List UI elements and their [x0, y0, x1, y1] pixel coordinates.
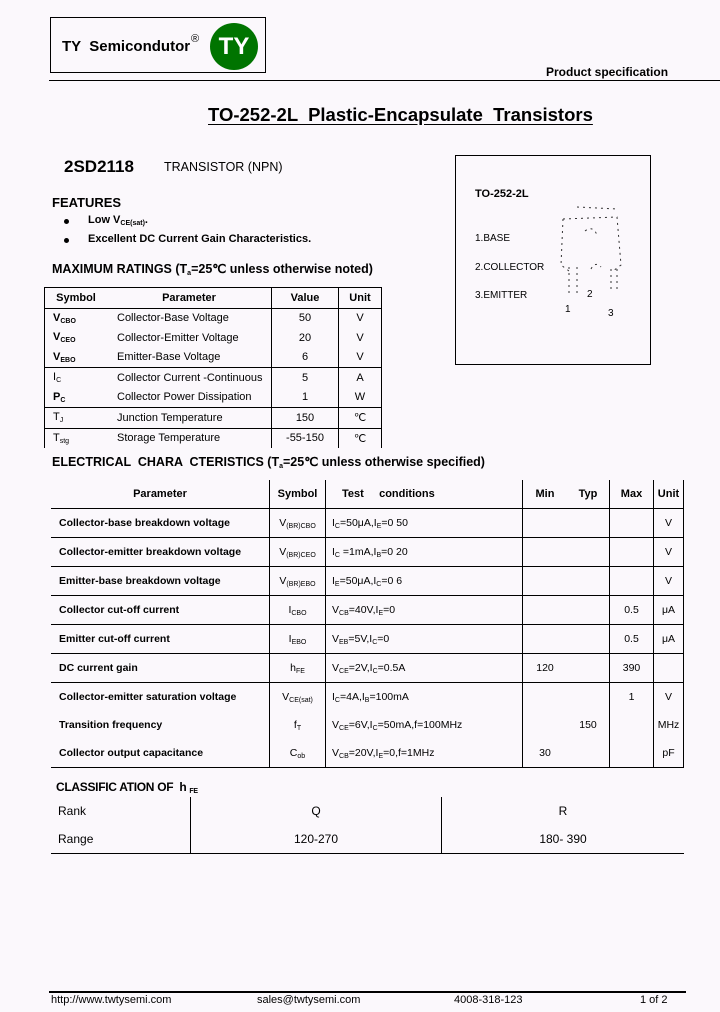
symbol-sub: (BR)CEO	[286, 551, 316, 559]
condition-sub: CB	[339, 752, 349, 760]
symbol-cell	[45, 308, 108, 328]
features-heading: FEATURES	[52, 195, 122, 210]
condition-text: V	[332, 718, 340, 731]
hfe-classification-table	[51, 797, 684, 854]
symbol: V	[53, 331, 61, 344]
symbol-cell	[45, 408, 108, 429]
condition-text: =0 50	[381, 516, 408, 529]
condition-text: =50μA,I	[339, 516, 377, 529]
table-row	[51, 567, 684, 596]
param-cell: Collector Current -Continuous	[117, 371, 263, 384]
table-row	[51, 625, 684, 654]
typ-cell	[567, 538, 610, 567]
param-cell: Collector-emitter saturation voltage	[59, 691, 237, 703]
classification-heading	[56, 780, 198, 795]
param-cell: Collector output capacitance	[59, 747, 204, 759]
param-cell: Transition frequency	[59, 719, 163, 731]
phone-number: 4008-318-123	[454, 994, 523, 1006]
page-title: TO-252-2L Plastic-Encapsulate Transistors	[208, 104, 593, 125]
heading-text: =25℃ unless otherwise noted)	[191, 262, 373, 276]
condition-text: =0 6	[381, 574, 403, 587]
symbol-cell	[45, 388, 108, 408]
feature-text: Low V	[88, 214, 121, 226]
table-row	[45, 408, 382, 429]
condition-sub: B	[376, 551, 382, 559]
symbol: I	[288, 632, 292, 645]
param-cell: Collector-Emitter Voltage	[117, 331, 239, 344]
condition-sub: CB	[339, 609, 349, 617]
condition-text: =0.5A	[377, 661, 406, 674]
col-header: Symbol	[270, 480, 326, 509]
condition-text: =6V,I	[348, 718, 373, 731]
condition-sub: CE	[339, 667, 349, 675]
condition-cell	[326, 509, 523, 538]
symbol-cell	[270, 625, 326, 654]
condition-text: =40V,I	[348, 603, 379, 616]
max-ratings-table	[44, 287, 382, 448]
feature-item: Excellent DC Current Gain Characteristics.	[88, 233, 312, 245]
unit-cell: V	[339, 308, 382, 328]
feature-sub: CE(sat)	[120, 220, 145, 227]
symbol-cell	[45, 328, 108, 348]
typ-cell	[567, 567, 610, 596]
symbol: C	[289, 746, 298, 759]
param-cell: Collector-base breakdown voltage	[59, 517, 230, 529]
value-cell: 1	[272, 388, 339, 408]
condition-text: V	[332, 661, 340, 674]
heading-text: ELECTRICAL CHARA CTERISTICS (T	[52, 455, 280, 469]
condition-sub: C	[334, 551, 340, 559]
col-header: Unit	[339, 288, 382, 309]
symbol-sub: C	[60, 396, 66, 404]
unit-cell: V	[654, 567, 684, 596]
table-row	[45, 328, 382, 348]
typ-cell: 150	[579, 719, 597, 731]
param-cell: Emitter-base breakdown voltage	[59, 575, 221, 587]
logo-text: TY	[218, 32, 250, 60]
heading-sub: a	[187, 270, 192, 277]
symbol-cell	[45, 348, 108, 368]
max-cell: 0.5	[610, 625, 654, 654]
min-cell: 120	[523, 654, 568, 683]
condition-sub: C	[372, 724, 378, 732]
condition-sub: E	[334, 580, 340, 588]
min-cell: 30	[523, 739, 568, 768]
symbol-sub: (BR)CBO	[286, 522, 316, 530]
symbol-cell	[270, 538, 326, 567]
min-cell	[523, 596, 568, 625]
param-cell: Collector-emitter breakdown voltage	[59, 546, 242, 558]
symbol-sub: J	[59, 417, 64, 425]
table-row	[51, 739, 684, 768]
param-cell: Emitter cut-off current	[59, 633, 170, 645]
symbol-sub: CBO	[291, 609, 307, 617]
symbol: I	[288, 603, 292, 616]
condition-sub: E	[378, 752, 384, 760]
unit-cell: W	[339, 388, 382, 408]
bullet-icon	[64, 238, 69, 243]
condition-sub: E	[378, 609, 384, 617]
unit-cell: MHz	[654, 711, 684, 739]
typ-cell	[567, 654, 610, 683]
min-cell	[523, 625, 568, 654]
condition-text: =4A,I	[339, 690, 365, 703]
package-outline-icon	[555, 205, 635, 315]
condition-sub: E	[376, 522, 382, 530]
unit-cell	[654, 654, 684, 683]
param-cell: Collector-Base Voltage	[117, 312, 229, 325]
condition-text: V	[332, 632, 340, 645]
range-cell: 120-270	[191, 825, 442, 854]
symbol: V	[279, 574, 287, 587]
min-cell	[523, 509, 568, 538]
bullet-icon	[64, 219, 69, 224]
symbol: h	[290, 661, 296, 674]
unit-cell: ℃	[339, 408, 382, 429]
typ-cell	[567, 509, 610, 538]
condition-text: =0 20	[381, 545, 408, 558]
condition-cell	[326, 538, 523, 567]
feature-item	[88, 214, 148, 227]
symbol: P	[53, 390, 61, 403]
table-row	[45, 348, 382, 368]
condition-cell	[326, 739, 523, 768]
col-header: Max	[610, 480, 654, 509]
condition-sub: C	[372, 667, 378, 675]
max-cell: 1	[610, 683, 654, 712]
pin-number: 3	[608, 308, 614, 319]
typ-cell	[567, 596, 610, 625]
page-number: 1 of 2	[640, 994, 668, 1006]
unit-cell: μA	[654, 625, 684, 654]
max-ratings-heading	[52, 261, 373, 277]
condition-text: =1mA,I	[339, 545, 377, 558]
symbol-sub: T	[296, 724, 302, 732]
symbol-cell	[45, 368, 108, 388]
part-number: 2SD2118	[64, 157, 134, 176]
unit-cell: A	[339, 368, 382, 388]
condition-text: I	[332, 545, 335, 558]
typ-cell	[567, 625, 610, 654]
value-cell: 5	[272, 368, 339, 388]
min-cell	[523, 683, 568, 712]
symbol-cell	[270, 711, 326, 739]
symbol-cell	[270, 509, 326, 538]
condition-text: I	[332, 516, 335, 529]
typ-cell	[567, 683, 610, 712]
condition-sub: C	[376, 580, 382, 588]
symbol-sub: EBO	[291, 638, 307, 646]
value-cell: 150	[272, 408, 339, 429]
symbol-sub: ob	[297, 752, 306, 760]
company-name: TY Semicondutor	[62, 38, 191, 55]
col-header: Test conditions	[326, 480, 523, 509]
condition-text: V	[332, 746, 340, 759]
rank-cell: Q	[191, 797, 442, 825]
symbol-sub: (BR)EBO	[286, 580, 316, 588]
email-link[interactable]: sales@twtysemi.com	[257, 994, 361, 1006]
heading-text: CLASSIFIC ATION OF h	[56, 780, 187, 794]
heading-sub: a	[279, 463, 283, 470]
typ-cell	[567, 739, 610, 768]
col-header: Min	[523, 480, 568, 509]
symbol-cell	[270, 596, 326, 625]
min-cell	[523, 567, 568, 596]
product-spec-label: Product specification	[546, 65, 669, 79]
condition-cell	[326, 567, 523, 596]
condition-cell	[326, 654, 523, 683]
value-cell: -55-150	[272, 428, 339, 448]
electrical-heading	[52, 454, 485, 470]
condition-text: =2V,I	[348, 661, 373, 674]
condition-text: =0	[383, 603, 396, 616]
condition-text: =50μA,I	[339, 574, 377, 587]
symbol-sub: C	[56, 377, 62, 385]
value-cell: 50	[272, 308, 339, 328]
unit-cell: V	[654, 683, 684, 712]
min-cell	[523, 538, 568, 567]
pin-number: 2	[587, 289, 593, 300]
param-cell: Junction Temperature	[117, 411, 223, 424]
symbol: V	[53, 350, 61, 363]
table-row	[51, 654, 684, 683]
header-row	[51, 480, 684, 509]
symbol: V	[53, 311, 61, 324]
heading-sub: FE	[189, 788, 198, 795]
max-cell: 390	[610, 654, 654, 683]
range-cell: 180- 390	[442, 825, 685, 854]
pin-label: 3.EMITTER	[475, 290, 528, 301]
pin-label: 2.COLLECTOR	[475, 262, 545, 273]
unit-cell: μA	[654, 596, 684, 625]
col-header: Unit	[654, 480, 684, 509]
condition-sub: B	[364, 696, 370, 704]
max-cell	[610, 739, 654, 768]
condition-text: =0	[377, 632, 390, 645]
unit-cell: V	[654, 538, 684, 567]
symbol: V	[279, 545, 287, 558]
symbol-sub: CEO	[60, 337, 76, 345]
pin-label: 1.BASE	[475, 233, 511, 244]
condition-text: I	[332, 574, 335, 587]
footer-divider	[49, 991, 686, 993]
feature-suffix: .	[144, 214, 148, 226]
symbol-sub: EBO	[60, 356, 76, 364]
unit-cell: V	[339, 328, 382, 348]
condition-sub: C	[334, 522, 340, 530]
symbol-sub: CBO	[60, 317, 76, 325]
table-row	[51, 683, 684, 712]
symbol-sub: stg	[59, 437, 70, 445]
max-cell	[610, 711, 654, 739]
pin-number: 1	[565, 304, 571, 315]
table-row	[45, 388, 382, 408]
max-cell	[610, 567, 654, 596]
condition-text: =50mA,f=100MHz	[377, 718, 463, 731]
header-divider	[49, 80, 720, 81]
symbol-cell	[270, 739, 326, 768]
condition-text: =20V,I	[348, 746, 379, 759]
symbol: T	[53, 411, 60, 424]
condition-cell	[326, 625, 523, 654]
condition-sub: C	[372, 638, 378, 646]
rank-label: Rank	[58, 804, 87, 818]
symbol: T	[53, 431, 60, 444]
symbol-cell	[45, 428, 108, 448]
condition-cell	[326, 596, 523, 625]
symbol: V	[279, 516, 287, 529]
max-cell	[610, 509, 654, 538]
param-cell: Storage Temperature	[117, 432, 221, 445]
heading-text: =25℃ unless otherwise specified)	[283, 455, 485, 469]
unit-cell: V	[654, 509, 684, 538]
table-row	[51, 538, 684, 567]
max-cell: 0.5	[610, 596, 654, 625]
package-name: TO-252-2L	[475, 188, 529, 200]
condition-text: I	[332, 690, 335, 703]
range-row	[51, 825, 684, 854]
condition-sub: C	[334, 696, 340, 704]
symbol: f	[293, 718, 297, 731]
website-link[interactable]: http://www.twtysemi.com	[51, 994, 172, 1006]
symbol-cell	[270, 683, 326, 712]
col-header: Value	[272, 288, 339, 309]
col-header: Parameter	[133, 488, 187, 500]
col-header: Parameter	[162, 291, 216, 304]
range-label: Range	[58, 832, 94, 846]
ty-logo-icon	[210, 23, 258, 70]
part-description: TRANSISTOR (NPN)	[164, 160, 283, 174]
table-row	[45, 308, 382, 328]
param-cell: Collector Power Dissipation	[117, 391, 252, 404]
rank-row	[51, 797, 684, 825]
param-cell: DC current gain	[59, 662, 138, 674]
table-row	[51, 711, 684, 739]
heading-text: MAXIMUM RATINGS (T	[52, 262, 188, 276]
symbol-sub: CE(sat)	[289, 696, 313, 704]
max-cell	[610, 538, 654, 567]
condition-sub: CE	[339, 724, 349, 732]
min-cell	[523, 711, 568, 739]
condition-text: =5V,I	[348, 632, 373, 645]
param-cell: Collector cut-off current	[59, 604, 180, 616]
condition-cell	[326, 683, 523, 712]
registered-mark: ®	[191, 33, 200, 45]
table-row	[45, 368, 382, 388]
table-row	[51, 596, 684, 625]
unit-cell: pF	[654, 739, 684, 768]
param-cell: Emitter-Base Voltage	[117, 351, 221, 364]
condition-sub: EB	[339, 638, 349, 646]
rank-cell: R	[442, 797, 685, 825]
table-row	[45, 428, 382, 448]
condition-cell	[326, 711, 523, 739]
symbol-cell	[270, 567, 326, 596]
col-header: Typ	[578, 488, 598, 500]
value-cell: 6	[272, 348, 339, 368]
table-row	[51, 509, 684, 538]
condition-text: =0,f=1MHz	[383, 746, 435, 759]
unit-cell: ℃	[339, 428, 382, 448]
symbol: V	[282, 690, 290, 703]
electrical-characteristics-table	[51, 480, 684, 768]
col-header: Symbol	[45, 288, 108, 309]
symbol-cell	[270, 654, 326, 683]
symbol-sub: FE	[295, 667, 305, 675]
unit-cell: V	[339, 348, 382, 368]
value-cell: 20	[272, 328, 339, 348]
symbol: I	[53, 371, 57, 384]
condition-text: =100mA	[369, 690, 409, 703]
condition-text: V	[332, 603, 340, 616]
